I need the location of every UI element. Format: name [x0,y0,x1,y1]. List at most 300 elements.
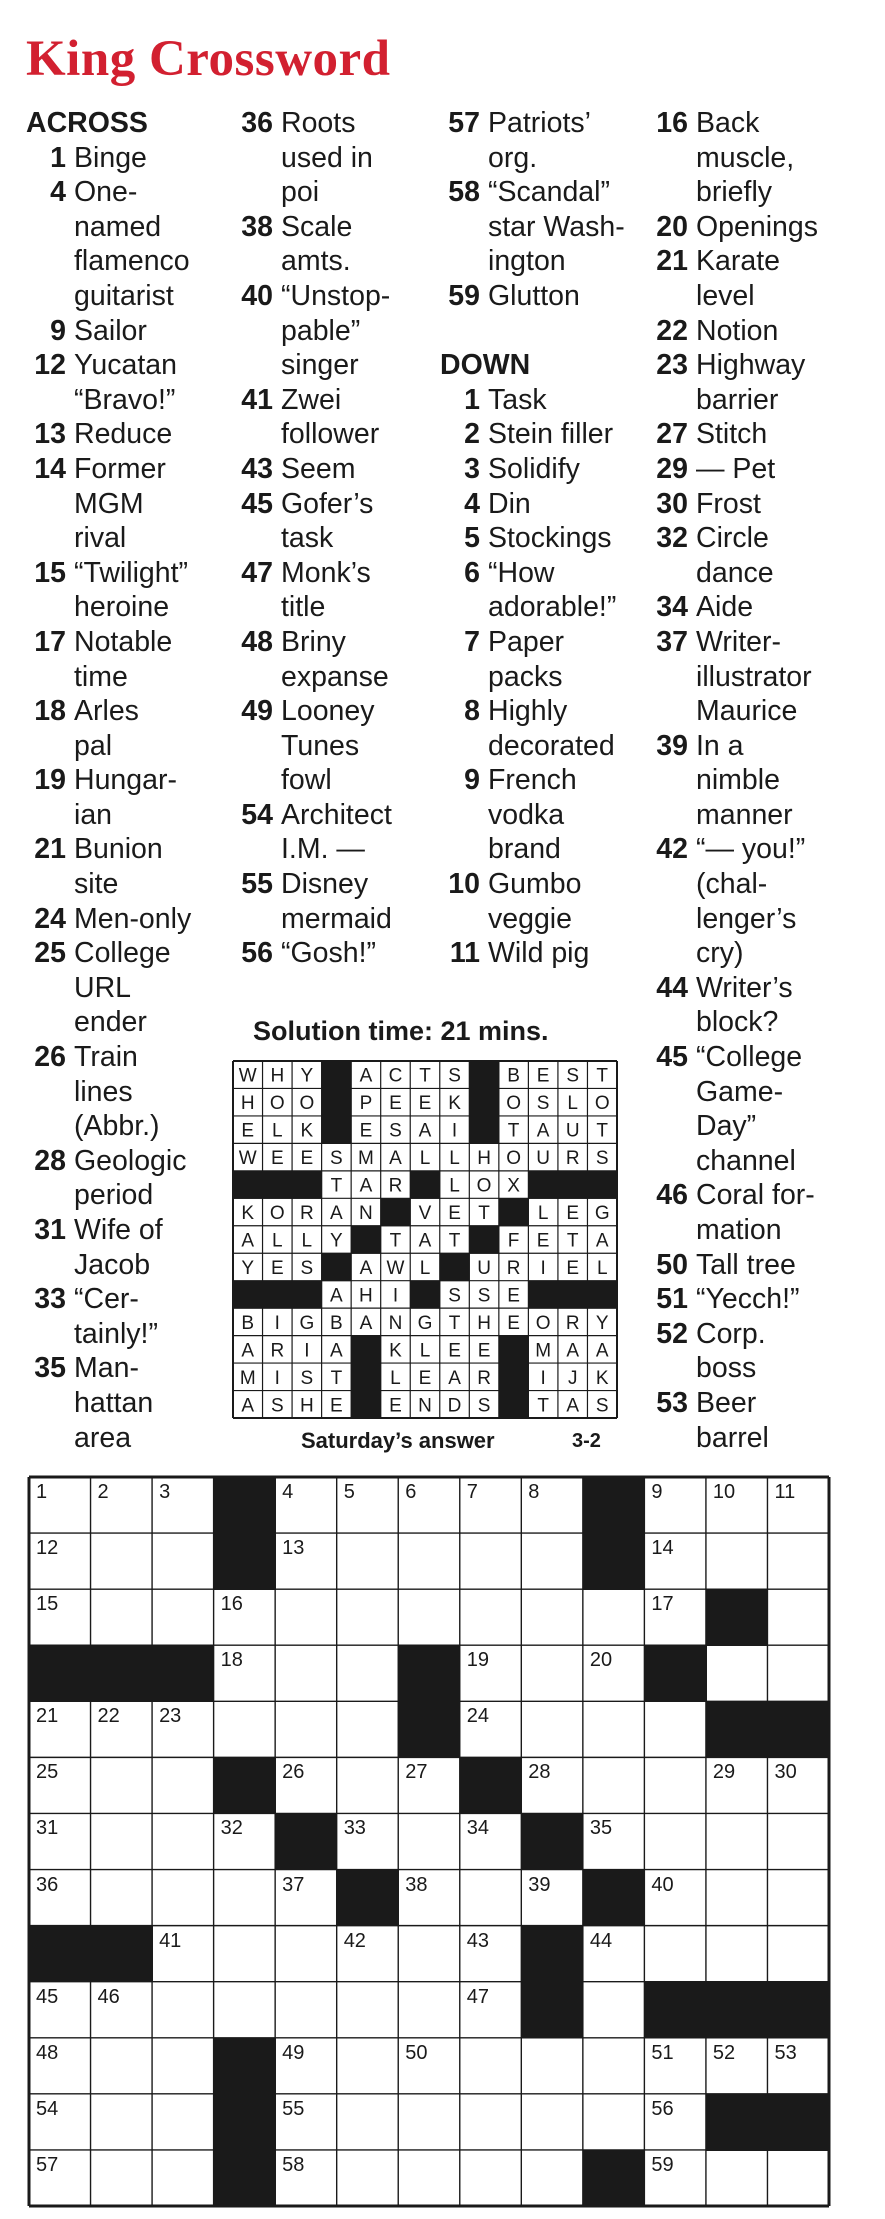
clue-item[interactable] [233,694,433,798]
clue-item[interactable] [648,1248,848,1283]
clue-item[interactable] [648,971,848,1040]
clue-text: Sailor [74,314,147,347]
grid-cell[interactable] [521,1870,583,1927]
grid-cell[interactable] [337,1926,399,1983]
clue-item[interactable] [648,1178,848,1247]
grid-cell[interactable] [337,2038,399,2095]
solution-letter: A [566,1395,580,1417]
clue-item[interactable] [648,729,848,833]
grid-cell[interactable] [337,1533,399,1590]
solution-letter: A [418,1120,432,1142]
grid-cell[interactable] [152,1477,214,1534]
grid-cell[interactable] [644,2094,706,2151]
clue-item[interactable] [440,521,640,556]
grid-cell[interactable] [583,1701,645,1758]
clue-text: Gumbo veggie [488,868,582,935]
cell-number: 58 [282,2153,305,2176]
grid-cell[interactable] [91,1870,153,1927]
clue-item[interactable] [440,383,640,418]
grid-cell[interactable] [275,1757,337,1814]
clue-item[interactable] [233,106,433,210]
clue-item[interactable] [26,314,226,349]
grid-cell[interactable] [398,2150,460,2207]
grid-cell[interactable] [91,1982,153,2039]
solution-letter: D [447,1395,462,1417]
grid-cell[interactable] [275,1533,337,1590]
clue-item[interactable] [648,348,848,417]
solution-letter: E [359,1120,373,1142]
solution-letter: E [241,1120,255,1142]
clue-item[interactable] [233,452,433,487]
grid-cell[interactable] [767,2150,829,2207]
grid-cell[interactable] [337,1813,399,1870]
clue-item[interactable] [26,902,226,937]
grid-cell[interactable] [644,1926,706,1983]
crossword-grid[interactable] [29,1477,829,2206]
grid-cell[interactable] [91,2038,153,2095]
grid-cell[interactable] [460,1589,522,1646]
grid-cell[interactable] [275,1870,337,1927]
cell-number: 12 [36,1537,59,1560]
page-title: King Crossword [26,31,391,87]
clue-item[interactable] [648,314,848,349]
grid-cell[interactable] [460,1870,522,1927]
solution-letter: K [241,1203,255,1225]
grid-cell[interactable] [398,1533,460,1590]
clue-item[interactable] [233,798,433,867]
clue-text: Coral for- mation [696,1179,815,1246]
clue-item[interactable] [648,1386,848,1455]
grid-cell[interactable] [152,1813,214,1870]
cell-number: 56 [651,2097,674,2120]
solution-letter: A [330,1203,343,1225]
grid-cell[interactable] [152,2038,214,2095]
clue-number: 23 [656,349,688,382]
clue-text: Architect I.M. — [281,798,392,866]
solution-letter: B [241,1312,255,1334]
clue-item[interactable] [648,1040,848,1178]
solution-letter: S [477,1285,491,1307]
clue-number: 18 [34,695,66,728]
black-square [91,1926,153,1983]
black-square [521,1926,583,1983]
grid-cell[interactable] [583,1757,645,1814]
grid-cell[interactable] [214,1701,276,1758]
grid-cell[interactable] [275,1982,337,2039]
grid-cell[interactable] [644,1813,706,1870]
grid-cell[interactable] [767,1477,829,1534]
clue-item[interactable] [648,590,848,625]
clue-item[interactable] [648,106,848,210]
solution-letter: T [537,1395,549,1417]
clue-item[interactable] [648,417,848,452]
clue-text: “How adorable!” [488,556,617,624]
clue-item[interactable] [648,244,848,313]
cell-number: 23 [159,1705,182,1728]
solution-letter: E [448,1203,461,1225]
clue-item[interactable] [440,487,640,522]
black-square [521,1813,583,1870]
solution-letter: W [238,1065,257,1087]
grid-cell[interactable] [275,1589,337,1646]
grid-cell[interactable] [706,1870,768,1927]
grid-cell[interactable] [152,1926,214,1983]
clue-item[interactable] [26,625,226,694]
clue-item[interactable] [648,521,848,590]
grid-cell[interactable] [214,1870,276,1927]
solution-letter: R [388,1175,403,1197]
grid-cell[interactable] [583,1982,645,2039]
clue-text: Train lines (Abbr.) [74,1041,160,1143]
cell-number: 45 [36,1985,59,2008]
clue-number: 41 [241,383,273,416]
cell-number: 39 [528,1873,551,1896]
grid-cell[interactable] [275,1701,337,1758]
solution-letter: H [359,1285,373,1307]
clue-item[interactable] [233,556,433,625]
solution-letter: A [241,1395,255,1417]
grid-cell[interactable] [644,1477,706,1534]
clue-number: 12 [34,349,66,382]
solution-letter: S [300,1257,314,1279]
grid-cell[interactable] [275,2150,337,2207]
grid-cell[interactable] [275,1477,337,1534]
clue-text: Former MGM rival [74,452,166,555]
grid-cell[interactable] [644,1533,706,1590]
grid-cell[interactable] [521,2038,583,2095]
clue-item[interactable] [440,625,640,694]
grid-cell[interactable] [214,1589,276,1646]
black-square [767,1982,829,2039]
clue-item[interactable] [440,763,640,867]
clue-text: Briny expanse [281,625,389,693]
solution-black-square [322,1116,352,1144]
clue-item[interactable] [648,210,848,245]
grid-cell[interactable] [29,1757,91,1814]
black-square [644,1645,706,1702]
grid-cell[interactable] [460,1813,522,1870]
grid-cell[interactable] [275,1926,337,1983]
grid-cell[interactable] [337,1645,399,1702]
solution-letter: E [477,1340,491,1362]
grid-cell[interactable] [521,1589,583,1646]
black-square [337,1870,399,1927]
clue-item[interactable] [26,452,226,556]
grid-cell[interactable] [706,1926,768,1983]
grid-cell[interactable] [398,1813,460,1870]
solution-black-square [292,1281,322,1309]
clue-text: Back muscle, briefly [696,107,795,209]
clue-item[interactable] [648,1317,848,1386]
clue-number: 16 [656,107,688,139]
cell-number: 48 [36,2041,59,2064]
grid-cell[interactable] [521,1645,583,1702]
grid-cell[interactable] [152,1533,214,1590]
grid-cell[interactable] [460,2038,522,2095]
grid-cell[interactable] [521,1477,583,1534]
cell-number: 27 [405,1761,428,1784]
grid-cell[interactable] [460,1982,522,2039]
grid-cell[interactable] [644,1870,706,1927]
black-square [767,2094,829,2151]
grid-cell[interactable] [29,2150,91,2207]
grid-cell[interactable] [91,1477,153,1534]
grid-cell[interactable] [644,1701,706,1758]
clue-text: Notion [696,314,779,347]
grid-cell[interactable] [583,1589,645,1646]
clue-item[interactable] [26,936,226,1040]
clue-item[interactable] [26,1282,226,1351]
grid-cell[interactable] [152,1701,214,1758]
clue-text: Stitch [696,418,768,451]
clue-item[interactable] [26,1213,226,1282]
grid-cell[interactable] [644,1757,706,1814]
clue-item[interactable] [440,452,640,487]
grid-cell[interactable] [521,1701,583,1758]
grid-cell[interactable] [460,1533,522,1590]
clue-item[interactable] [648,452,848,487]
solution-letter: O [299,1093,315,1115]
grid-cell[interactable] [214,1926,276,1983]
grid-cell[interactable] [152,1589,214,1646]
grid-cell[interactable] [583,2038,645,2095]
clue-number: 49 [241,695,273,728]
clue-column-1 [26,106,226,1455]
grid-cell[interactable] [583,1645,645,1702]
clue-item[interactable] [648,832,848,970]
grid-cell[interactable] [644,2150,706,2207]
clue-item[interactable] [440,175,640,279]
grid-cell[interactable] [398,1926,460,1983]
clue-item[interactable] [26,417,226,452]
grid-cell[interactable] [521,1533,583,1590]
grid-cell[interactable] [460,2150,522,2207]
grid-cell[interactable] [706,1533,768,1590]
clue-item[interactable] [26,832,226,901]
grid-cell[interactable] [29,1982,91,2039]
solution-letter: S [389,1120,402,1142]
grid-cell[interactable] [337,1757,399,1814]
grid-cell[interactable] [398,2038,460,2095]
grid-cell[interactable] [460,1477,522,1534]
clue-item[interactable] [26,348,226,417]
clue-text: Writer- illustrator Maurice [696,625,812,728]
clue-item[interactable] [440,417,640,452]
clue-number: 50 [656,1248,688,1281]
clue-text: Patriots’ org. [488,107,591,174]
grid-cell[interactable] [460,2094,522,2151]
clue-number: 58 [448,176,480,209]
grid-cell[interactable] [398,2094,460,2151]
grid-cell[interactable] [29,1813,91,1870]
grid-cell[interactable] [337,1477,399,1534]
clue-item[interactable] [26,175,226,313]
clue-item[interactable] [26,763,226,832]
clue-text: Glutton [488,279,580,312]
clue-number: 39 [656,729,688,762]
grid-cell[interactable] [337,1701,399,1758]
grid-cell[interactable] [29,1701,91,1758]
clue-number: 2 [464,418,480,451]
clue-item[interactable] [26,1351,226,1455]
grid-cell[interactable] [767,2038,829,2095]
solution-letter: S [477,1395,491,1417]
grid-cell[interactable] [521,1757,583,1814]
grid-cell[interactable] [706,2038,768,2095]
grid-cell[interactable] [29,2094,91,2151]
clue-item[interactable] [233,487,433,556]
clue-number: 29 [656,452,688,485]
grid-cell[interactable] [91,1701,153,1758]
clue-number: 4 [464,487,480,520]
solution-letter: M [239,1367,256,1389]
grid-cell[interactable] [152,2094,214,2151]
grid-cell[interactable] [337,2094,399,2151]
grid-cell[interactable] [29,1870,91,1927]
grid-cell[interactable] [275,2094,337,2151]
grid-cell[interactable] [521,2094,583,2151]
grid-cell[interactable] [275,1645,337,1702]
grid-cell[interactable] [460,1645,522,1702]
grid-cell[interactable] [644,2038,706,2095]
grid-cell[interactable] [29,2038,91,2095]
grid-cell[interactable] [29,1589,91,1646]
clue-item[interactable] [26,1144,226,1213]
grid-cell[interactable] [91,1533,153,1590]
grid-cell[interactable] [152,1870,214,1927]
grid-cell[interactable] [29,1533,91,1590]
clue-text: Binge [74,141,147,174]
grid-cell[interactable] [29,1477,91,1534]
black-square [644,1982,706,2039]
grid-cell[interactable] [521,2150,583,2207]
clue-text: Tall tree [696,1248,796,1281]
solution-letter: O [506,1093,522,1115]
grid-cell[interactable] [767,1589,829,1646]
grid-cell[interactable] [706,1645,768,1702]
grid-cell[interactable] [398,1757,460,1814]
grid-cell[interactable] [583,1813,645,1870]
grid-cell[interactable] [91,1813,153,1870]
grid-cell[interactable] [706,1757,768,1814]
grid-cell[interactable] [767,1926,829,1983]
solution-black-square [528,1171,558,1199]
clue-item[interactable] [233,210,433,279]
cell-number: 43 [466,1929,490,1952]
grid-cell[interactable] [706,1477,768,1534]
solution-letter: Y [241,1257,255,1279]
clue-item[interactable] [648,625,848,729]
grid-cell[interactable] [152,1757,214,1814]
clue-column-4 [648,106,848,1455]
solution-letter: A [359,1065,373,1087]
solution-letter: T [596,1120,609,1142]
clue-number: 8 [464,695,480,728]
solution-letter: I [451,1120,458,1142]
clue-item[interactable] [26,694,226,763]
grid-cell[interactable] [767,1757,829,1814]
clue-number: 27 [656,418,688,451]
clue-text: “Yecch!” [696,1283,800,1316]
grid-cell[interactable] [398,1477,460,1534]
grid-cell[interactable] [91,2094,153,2151]
grid-cell[interactable] [644,1589,706,1646]
clue-item[interactable] [26,141,226,176]
solution-letter: J [567,1367,578,1389]
clue-item[interactable] [440,279,640,314]
clue-text: Solidify [488,452,580,485]
cell-number: 21 [36,1705,59,1728]
clue-text: Reduce [74,418,173,451]
clue-item[interactable] [648,487,848,522]
grid-cell[interactable] [91,1757,153,1814]
grid-cell[interactable] [152,1982,214,2039]
solution-black-square [322,1061,352,1089]
grid-cell[interactable] [460,1926,522,1983]
clue-text: Gofer’s task [281,487,374,555]
cell-number: 38 [405,1873,428,1896]
grid-cell[interactable] [460,1701,522,1758]
clue-number: 4 [50,176,66,209]
cell-number: 41 [159,1929,182,1952]
clue-item[interactable] [233,625,433,694]
grid-cell[interactable] [214,1645,276,1702]
clue-item[interactable] [233,279,433,383]
solution-letter: H [299,1395,314,1417]
clue-item[interactable] [648,1282,848,1317]
grid-cell[interactable] [398,1870,460,1927]
grid-cell[interactable] [706,2150,768,2207]
grid-cell[interactable] [706,1813,768,1870]
clue-item[interactable] [233,383,433,452]
grid-cell[interactable] [767,1533,829,1590]
clue-number: 36 [241,107,273,139]
cell-number: 4 [282,1481,294,1503]
clue-item[interactable] [233,936,433,971]
grid-cell[interactable] [337,1982,399,2039]
clue-number: 35 [34,1352,66,1385]
clue-item[interactable] [233,867,433,936]
solution-black-square [322,1088,352,1116]
grid-cell[interactable] [275,2038,337,2095]
grid-cell[interactable] [398,1589,460,1646]
solution-black-square [410,1171,440,1199]
clue-item[interactable] [26,1040,226,1144]
grid-cell[interactable] [214,1982,276,2039]
solution-letter: S [330,1148,343,1170]
clue-item[interactable] [440,556,640,625]
clue-item[interactable] [440,867,640,936]
grid-cell[interactable] [767,1645,829,1702]
grid-cell[interactable] [214,1813,276,1870]
grid-cell[interactable] [583,1926,645,1983]
grid-cell[interactable] [767,1813,829,1870]
grid-cell[interactable] [767,1870,829,1927]
solution-black-square [351,1391,381,1419]
grid-cell[interactable] [398,1982,460,2039]
black-square [91,1645,153,1702]
clue-item[interactable] [440,694,640,763]
grid-cell[interactable] [91,1589,153,1646]
clue-item[interactable] [440,936,640,971]
clue-item[interactable] [26,556,226,625]
grid-cell[interactable] [152,2150,214,2207]
clue-item[interactable] [440,106,640,175]
grid-cell[interactable] [337,2150,399,2207]
grid-cell[interactable] [91,2150,153,2207]
grid-cell[interactable] [583,2094,645,2151]
grid-cell[interactable] [337,1589,399,1646]
